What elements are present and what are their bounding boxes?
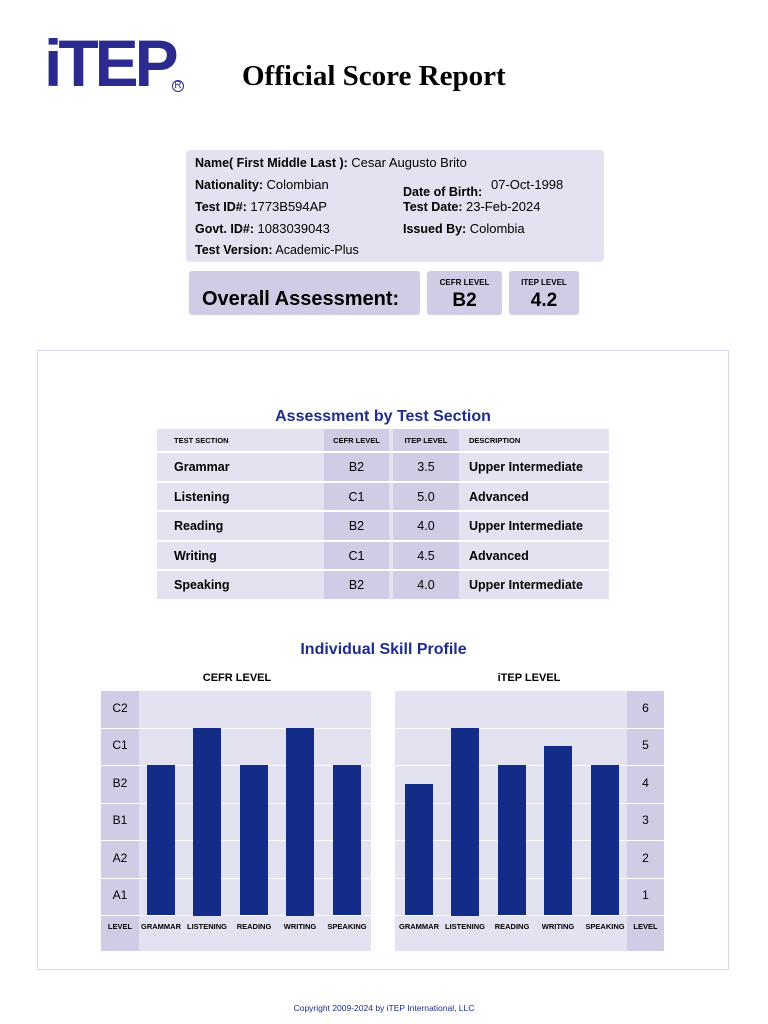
issued-by-label: Issued By: bbox=[403, 222, 467, 236]
nationality-row bbox=[195, 177, 329, 192]
test-date-row bbox=[403, 199, 540, 214]
itep-baseline bbox=[395, 915, 664, 916]
test-id-label: Test ID#: bbox=[195, 200, 247, 214]
test-version-label: Test Version: bbox=[195, 243, 273, 257]
cefr-gridline bbox=[101, 840, 371, 841]
cefr-x-label: LISTENING bbox=[186, 922, 227, 931]
itep-gridline bbox=[395, 803, 664, 804]
itep-x-label: READING bbox=[494, 922, 530, 931]
cefr-level-tick: C1 bbox=[112, 738, 128, 752]
itep-level-tick: 6 bbox=[642, 701, 649, 715]
itep-bar-listening bbox=[451, 728, 479, 916]
description-cell: Advanced bbox=[469, 549, 529, 563]
itep-gridline bbox=[395, 878, 664, 879]
cefr-x-label: READING bbox=[236, 922, 272, 931]
itep-bar-grammar bbox=[405, 784, 433, 915]
table-row bbox=[157, 571, 609, 599]
registered-mark-icon: R bbox=[172, 80, 184, 92]
govt-id-label: Govt. ID#: bbox=[195, 222, 255, 236]
candidate-info-card bbox=[186, 150, 604, 262]
cefr-level-caption: LEVEL bbox=[107, 922, 133, 931]
itep-logo: iTEP bbox=[44, 26, 175, 100]
section-name-cell: Speaking bbox=[174, 578, 230, 592]
cefr-chart-background bbox=[101, 690, 371, 951]
section-name-cell: Writing bbox=[174, 549, 217, 563]
cefr-level-tick: B1 bbox=[112, 813, 128, 827]
cefr-level-cell: B2 bbox=[324, 512, 389, 540]
itep-level-cell: 4.0 bbox=[393, 512, 459, 540]
itep-chart-background bbox=[395, 690, 664, 951]
itep-level-tick: 1 bbox=[642, 888, 649, 902]
test-id-row bbox=[195, 199, 327, 214]
cefr-bar-grammar bbox=[147, 765, 175, 915]
cefr-bar-writing bbox=[286, 728, 314, 916]
itep-level-cell: 5.0 bbox=[393, 483, 459, 511]
nationality-label: Nationality: bbox=[195, 178, 264, 192]
itep-gridline bbox=[395, 690, 664, 691]
cefr-gridline bbox=[101, 765, 371, 766]
cefr-bar-speaking bbox=[333, 765, 361, 915]
cefr-x-label: SPEAKING bbox=[327, 922, 367, 931]
overall-itep-box bbox=[509, 271, 579, 315]
section-name-cell: Reading bbox=[174, 519, 224, 533]
dob-value bbox=[491, 177, 563, 192]
itep-level-cell: 3.5 bbox=[393, 453, 459, 481]
itep-level-tick: 4 bbox=[642, 776, 649, 790]
name-value: Cesar Augusto Brito bbox=[351, 155, 467, 170]
cefr-level-tick: B2 bbox=[112, 776, 128, 790]
cefr-chart-title: CEFR LEVEL bbox=[202, 672, 272, 684]
issued-by-value: Colombia bbox=[469, 221, 525, 236]
cefr-level-tick: A2 bbox=[112, 851, 128, 865]
header-itep-level: ITEP LEVEL bbox=[393, 429, 459, 451]
dob-label bbox=[403, 185, 482, 199]
header-cefr-level: CEFR LEVEL bbox=[324, 429, 389, 451]
itep-chart-title: iTEP LEVEL bbox=[497, 672, 561, 684]
itep-gridline bbox=[395, 840, 664, 841]
itep-x-label: GRAMMAR bbox=[399, 922, 439, 931]
cefr-level-cell: B2 bbox=[324, 571, 389, 599]
header-description: DESCRIPTION bbox=[469, 435, 521, 445]
itep-gridline bbox=[395, 728, 664, 729]
cefr-x-label: GRAMMAR bbox=[141, 922, 181, 931]
overall-itep-value: 4.2 bbox=[530, 290, 558, 311]
cefr-level-tick: C2 bbox=[112, 701, 128, 715]
test-version-value: Academic-Plus bbox=[275, 243, 359, 257]
itep-x-label: LISTENING bbox=[444, 922, 485, 931]
issued-by-row bbox=[403, 221, 525, 236]
skill-profile-title: Individual Skill Profile bbox=[300, 641, 467, 658]
test-date-label: Test Date: bbox=[403, 200, 463, 214]
section-name-cell: Grammar bbox=[174, 460, 230, 474]
copyright-notice: Copyright 2009-2024 by iTEP International, LLC bbox=[293, 1003, 475, 1013]
itep-level-tick: 2 bbox=[642, 851, 649, 865]
itep-x-label: SPEAKING bbox=[585, 922, 625, 931]
itep-x-label: WRITING bbox=[541, 922, 575, 931]
table-row bbox=[157, 512, 609, 540]
cefr-gridline bbox=[101, 803, 371, 804]
section-table-title: Assessment by Test Section bbox=[275, 408, 491, 425]
header-test-section: TEST SECTION bbox=[174, 435, 229, 445]
section-name-cell: Listening bbox=[174, 490, 230, 504]
itep-bar-reading bbox=[498, 765, 526, 915]
cefr-x-label: WRITING bbox=[283, 922, 317, 931]
itep-level-cell: 4.5 bbox=[393, 542, 459, 570]
description-cell: Upper Intermediate bbox=[469, 578, 583, 592]
itep-bar-writing bbox=[544, 746, 572, 915]
cefr-level-cell: B2 bbox=[324, 453, 389, 481]
test-date-value: 23-Feb-2024 bbox=[466, 199, 541, 214]
itep-level-tick: 5 bbox=[642, 738, 649, 752]
cefr-gridline bbox=[101, 690, 371, 691]
cefr-gridline bbox=[101, 878, 371, 879]
name-row bbox=[195, 155, 467, 170]
description-cell: Upper Intermediate bbox=[469, 460, 583, 474]
test-id-value: 1773B594AP bbox=[250, 199, 327, 214]
itep-bar-speaking bbox=[591, 765, 619, 915]
table-row bbox=[157, 542, 609, 570]
nationality-value: Colombian bbox=[266, 177, 329, 192]
overall-cefr-caption: CEFR LEVEL bbox=[439, 278, 490, 287]
page-title: Official Score Report bbox=[242, 60, 506, 92]
table-header-row bbox=[157, 429, 609, 451]
itep-level-caption: LEVEL bbox=[633, 922, 658, 931]
cefr-level-cell: C1 bbox=[324, 483, 389, 511]
govt-id-row bbox=[195, 221, 330, 236]
cefr-bar-reading bbox=[240, 765, 268, 915]
overall-itep-caption: ITEP LEVEL bbox=[521, 278, 567, 287]
overall-cefr-box bbox=[427, 271, 502, 315]
cefr-bar-listening bbox=[193, 728, 221, 916]
table-row bbox=[157, 483, 609, 511]
itep-gridline bbox=[395, 765, 664, 766]
govt-id-value: 1083039043 bbox=[257, 221, 330, 236]
name-label: Name( First Middle Last ): bbox=[195, 156, 348, 170]
itep-level-cell: 4.0 bbox=[393, 571, 459, 599]
description-cell: Upper Intermediate bbox=[469, 519, 583, 533]
cefr-gridline bbox=[101, 728, 371, 729]
overall-cefr-value: B2 bbox=[452, 290, 477, 311]
overall-assessment-label: Overall Assessment: bbox=[202, 288, 400, 310]
cefr-baseline bbox=[101, 915, 371, 916]
dob-value-text: 07-Oct-1998 bbox=[491, 177, 564, 192]
table-row bbox=[157, 453, 609, 481]
test-version-row bbox=[195, 243, 359, 257]
description-cell: Advanced bbox=[469, 490, 529, 504]
dob-label-text: Date of Birth: bbox=[403, 185, 483, 199]
itep-level-tick: 3 bbox=[642, 813, 649, 827]
cefr-level-tick: A1 bbox=[112, 888, 128, 902]
cefr-level-cell: C1 bbox=[324, 542, 389, 570]
